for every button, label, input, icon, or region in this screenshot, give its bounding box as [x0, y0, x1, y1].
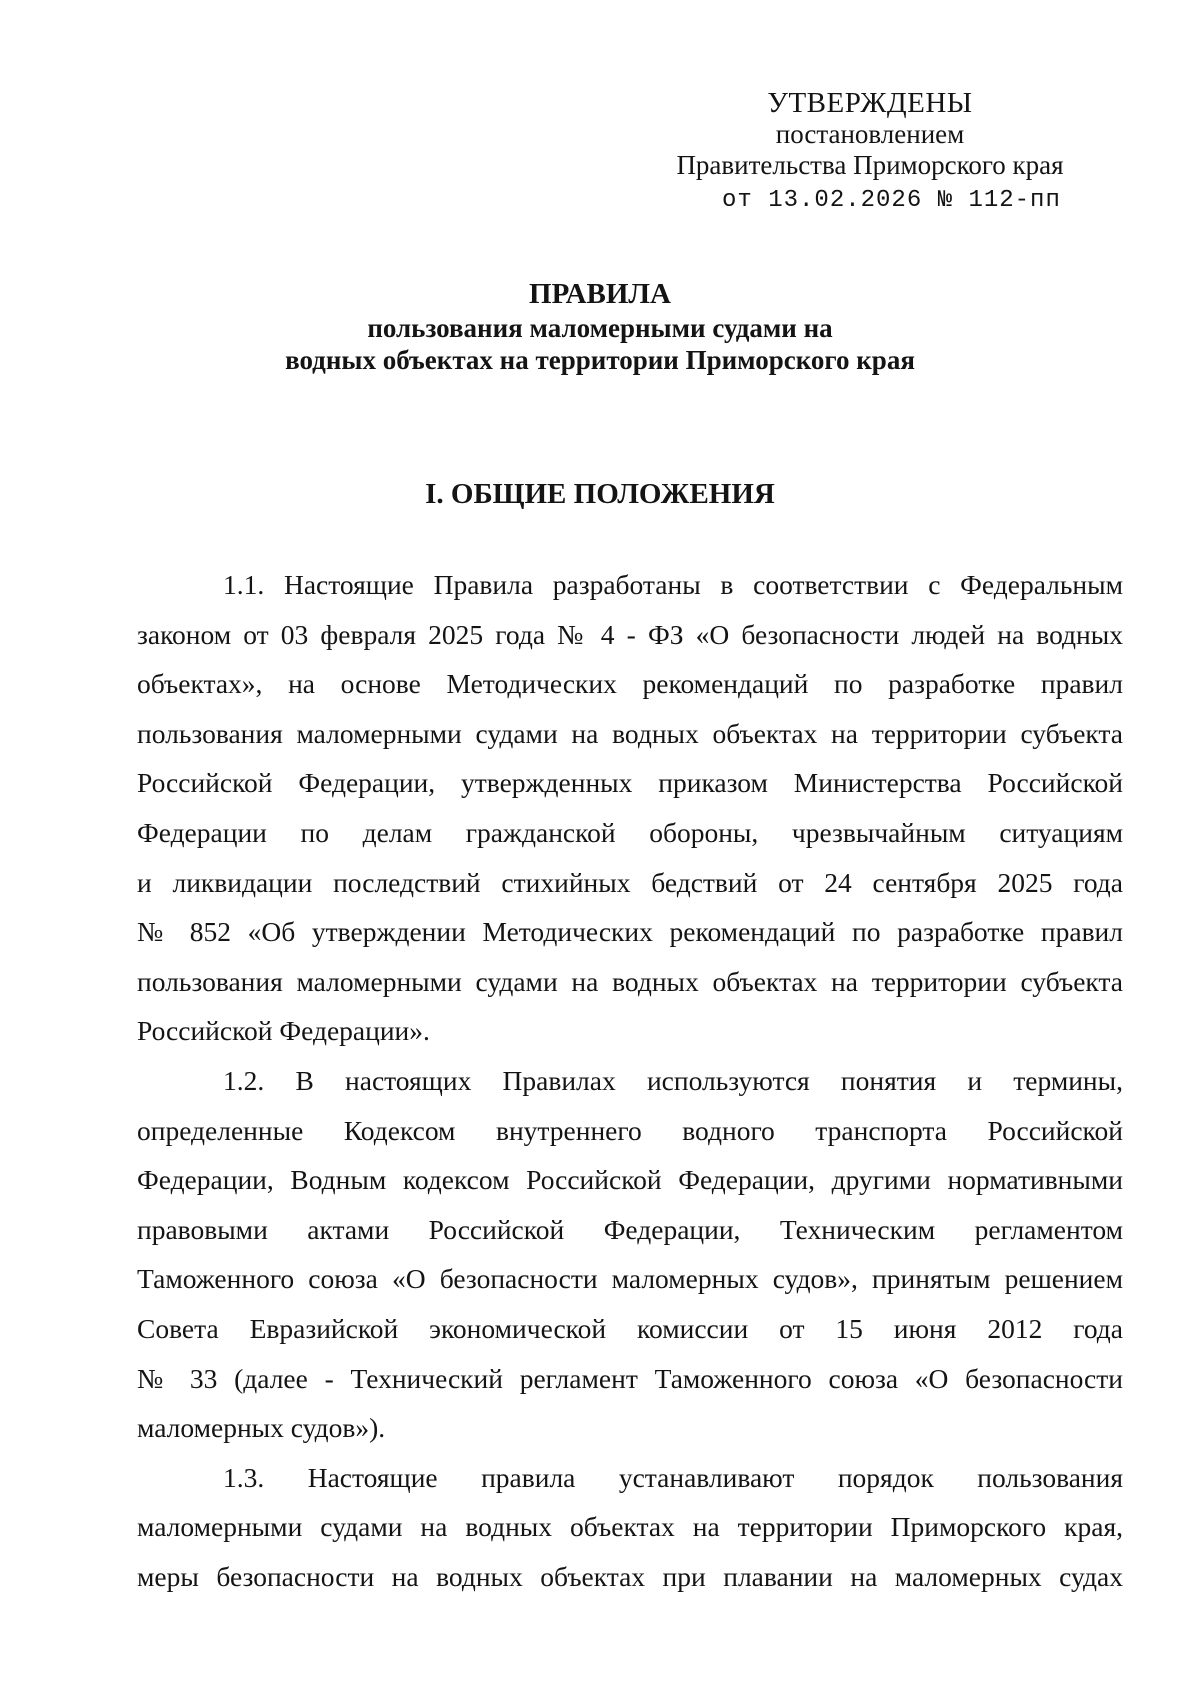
text-line: маломерными судами на водных объектах на территории Приморского края,: [137, 1511, 1123, 1543]
text-line: пользования маломерными судами на водных объектах на территории субъекта: [137, 965, 1123, 997]
text-line: Российской Федерации, утвержденных приказом Министерства Российской: [137, 767, 1123, 799]
document-title-main: ПРАВИЛА: [529, 278, 671, 310]
text-line: 1.2. В настоящих Правилах используются понятия и термины,: [223, 1064, 1123, 1096]
text-line: объектах», на основе Методических рекомендаций по разработке правил: [137, 668, 1123, 700]
text-line: пользования маломерными судами на водных объектах на территории субъекта: [137, 717, 1123, 749]
approval-stamp: [650, 88, 1090, 216]
document-title-line-1: пользования маломерными судами на: [367, 313, 833, 343]
document-body: [137, 560, 1123, 1601]
paragraph-1-2: [137, 1056, 1123, 1453]
text-line: Таможенного союза «О безопасности маломерных судов», принятым решением: [137, 1263, 1123, 1295]
text-line: Федерации, Водным кодексом Российской Федерации, другими нормативными: [137, 1164, 1123, 1196]
text-line: № 852 «Об утверждении Методических рекомендаций по разработке правил: [137, 916, 1123, 948]
paragraph-1-3: [137, 1453, 1123, 1602]
text-line: маломерных судов»).: [137, 1412, 386, 1444]
text-line: правовыми актами Российской Федерации, Техническим регламентом: [137, 1213, 1123, 1245]
text-line: определенные Кодексом внутреннего водного транспорта Российской: [137, 1114, 1123, 1146]
text-line: № 33 (далее - Технический регламент Таможенного союза «О безопасности: [137, 1362, 1123, 1394]
text-line: Совета Евразийской экономической комиссии от 15 июня 2012 года: [137, 1312, 1123, 1344]
approval-line-resolution: постановлением: [775, 119, 965, 149]
text-line: Федерации по делам гражданской обороны, чрезвычайным ситуациям: [137, 816, 1123, 848]
text-line: и ликвидации последствий стихийных бедствий от 24 сентября 2025 года: [137, 866, 1123, 898]
document-title-line-2: водных объектах на территории Приморского края: [285, 345, 915, 375]
approval-line-government: Правительства Приморского края: [676, 150, 1064, 180]
text-line: 1.3. Настоящие правила устанавливают порядок пользования: [223, 1461, 1123, 1493]
section-heading: I. ОБЩИЕ ПОЛОЖЕНИЯ: [425, 478, 775, 510]
text-line: Российской Федерации».: [137, 1015, 430, 1047]
approval-heading: УТВЕРЖДЕНЫ: [767, 87, 973, 119]
paragraph-1-1: [137, 560, 1123, 1056]
text-line: законом от 03 февраля 2025 года № 4 - ФЗ «О безопасности людей на водных: [137, 618, 1123, 650]
text-line: 1.1. Настоящие Правила разработаны в соответствии с Федеральным: [223, 569, 1123, 600]
document-title: [0, 278, 1200, 376]
approval-date-number: от 13.02.2026 № 112-пп: [722, 187, 1061, 214]
text-line: меры безопасности на водных объектах при плавании на маломерных судах: [137, 1560, 1123, 1592]
